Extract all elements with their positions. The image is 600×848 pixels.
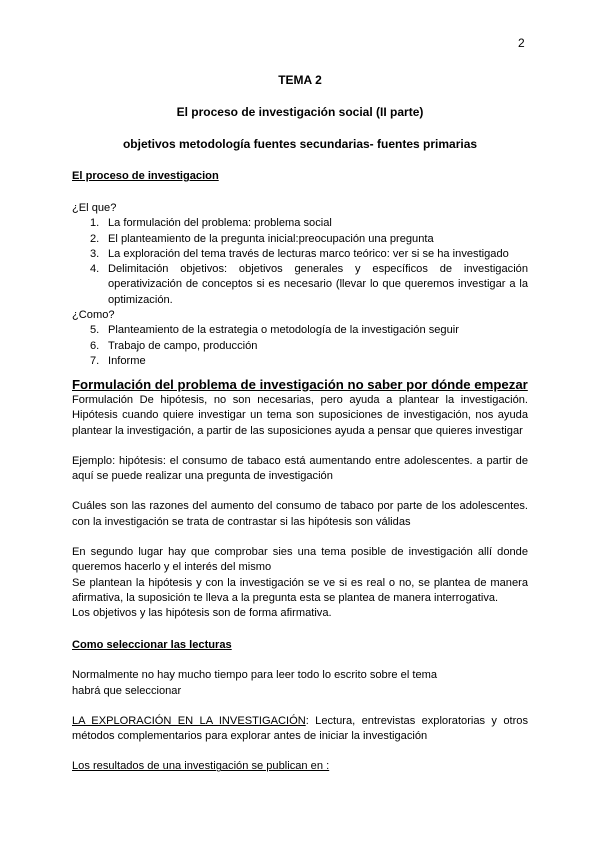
numbered-list-how bbox=[72, 323, 528, 369]
paragraph: Formulación De hipótesis, no son necesarias, pero ayuda a plantear la investigación. Hipótesis cuando quiere investigar un tema son suposiciones de investigación, nos ayuda plantear la investigación, a partir de las suposiciones ayuda a pensar que quieres investigar bbox=[72, 394, 528, 437]
paragraph: Ejemplo: hipótesis: el consumo de tabaco está aumentando entre adolescentes. a partir de aquí se puede realizar una pregunta de investigación bbox=[72, 454, 528, 483]
section-heading: Formulación del problema de investigación no saber por dónde empezar bbox=[72, 377, 528, 392]
paragraph: Cuáles son las razones del aumento del consumo de tabaco por parte de los adolescentes. con la investigación se trata de contrastar si las hipótesis son válidas bbox=[72, 500, 528, 528]
list-item: 2. El planteamiento de la pregunta inicial:preocupación una pregunta bbox=[90, 232, 434, 245]
list-item: 6. Trabajo de campo, producción bbox=[90, 339, 258, 352]
paragraph: Se plantean la hipótesis y con la investigación se ve si es real o no, se plantea de manera afirmativa, la suposición te lleva a la pregunta esta se plantea de manera interrogativa. bbox=[72, 576, 528, 604]
paragraph: Los resultados de una investigación se publican en : bbox=[72, 760, 330, 773]
section-heading: El proceso de investigacion bbox=[72, 170, 219, 182]
question-how: ¿Como? bbox=[72, 309, 115, 322]
question-what: ¿El que? bbox=[72, 202, 117, 214]
document-topics: objetivos metodología fuentes secundarias- fuentes primarias bbox=[122, 137, 478, 151]
list-item: 5. Planteamiento de la estrategia o metodología de la investigación seguir bbox=[90, 324, 459, 337]
section-process-heading bbox=[72, 169, 528, 184]
paragraph bbox=[72, 714, 528, 745]
section-readings bbox=[72, 638, 528, 775]
section-formulation bbox=[72, 376, 528, 622]
page-number: 2 bbox=[518, 36, 525, 50]
paragraph-text: : Lectura, entrevistas exploratorias y otros métodos complementarios para explorar antes de iniciar la investigación bbox=[72, 714, 528, 743]
document-title: TEMA 2 bbox=[278, 73, 322, 87]
paragraph: En segundo lugar hay que comprobar sies una tema posible de investigación allí donde queremos hacerlo y el interés del mismo bbox=[72, 546, 528, 574]
list-item: 1. La formulación del problema: problema social bbox=[90, 217, 332, 230]
paragraph-line: Normalmente no hay mucho tiempo para leer todo lo escrito sobre el tema bbox=[72, 669, 438, 682]
section-process-body bbox=[72, 201, 528, 369]
paragraph: Los objetivos y las hipótesis son de forma afirmativa. bbox=[72, 607, 332, 620]
underlined-term: LA EXPLORACIÓN EN LA INVESTIGACIÓN bbox=[72, 714, 306, 727]
paragraph bbox=[72, 668, 528, 699]
document-subtitle: El proceso de investigación social (II parte) bbox=[176, 105, 424, 119]
paragraph-line: habrá que seleccionar bbox=[72, 684, 182, 697]
list-item: 3. La exploración del tema través de lecturas marco teórico: ver si se ha investigado bbox=[90, 247, 509, 260]
list-item: 7. Informe bbox=[90, 354, 146, 367]
numbered-list-what bbox=[72, 216, 528, 308]
section-heading: Como seleccionar las lecturas bbox=[72, 639, 232, 651]
list-item: 4. Delimitación objetivos: objetivos generales y específicos de investigación operativización de conceptos si es necesario (llevar lo que queremos investigar a la optimización. bbox=[90, 263, 528, 306]
